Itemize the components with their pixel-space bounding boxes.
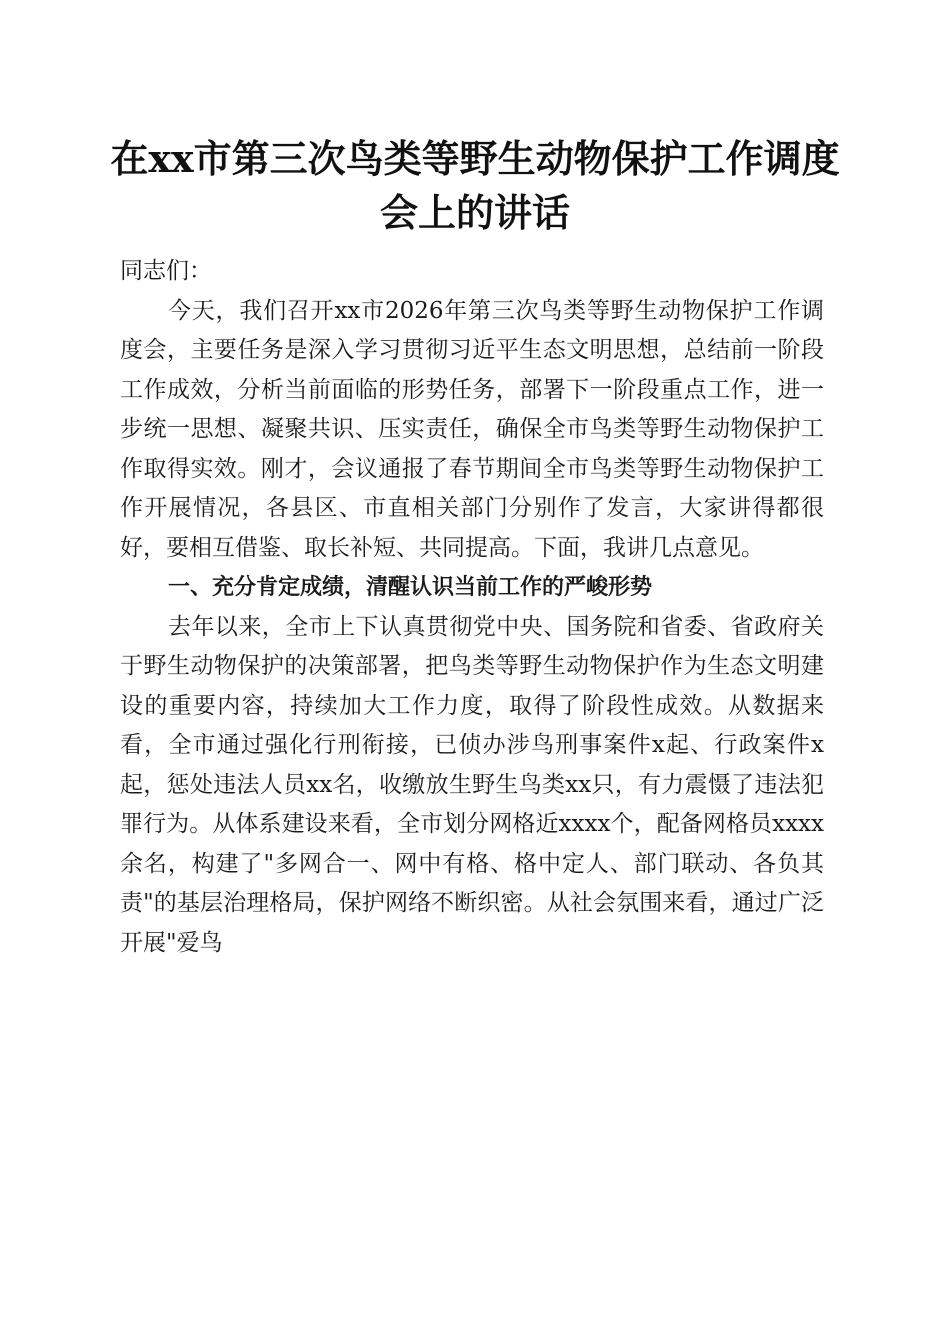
opening-paragraph: 今天，我们召开xx市2026年第三次鸟类等野生动物保护工作调度会，主要任务是深入学习贯彻习近平生态文明思想，总结前一阶段工作成效，分析当前面临的形势任务，部署下一阶段重点工作，进一步统一思想、凝聚共识、压实责任，确保全市鸟类等野生动物保护工作取得实效。刚才，会议通报了春节期间全市鸟类等野生动物保护工作开展情况，各县区、市直相关部门分别作了发言，大家讲得都很好，要相互借鉴、取长补短、共同提高。下面，我讲几点意见。 (120, 297, 824, 561)
document-body (120, 250, 824, 963)
title-line-1: 在xx市第三次鸟类等野生动物保护工作调度 (110, 136, 840, 181)
title-line-2: 会上的讲话 (379, 190, 570, 235)
section-heading: 一、充分肯定成绩，清醒认识当前工作的严峻形势 (168, 575, 653, 600)
document-title (90, 132, 860, 240)
salutation: 同志们： (120, 258, 212, 284)
section-paragraph: 去年以来，全市上下认真贯彻党中央、国务院和省委、省政府关于野生动物保护的决策部署，把鸟类等野生动物保护作为生态文明建设的重要内容，持续加大工作力度，取得了阶段性成效。从数据来看，全市通过强化行刑衔接，已侦办涉鸟刑事案件x起、行政案件x起，惩处违法人员xx名，收缴放生野生鸟类xx只，有力震慑了违法犯罪行为。从体系建设来看，全市划分网格近xxxx个，配备网格员xxxx余名，构建了"多网合一、网中有格、格中定人、部门联动、各负其责"的基层治理格局，保护网络不断织密。从社会氛围来看，通过广泛开展"爱鸟 (120, 613, 824, 956)
